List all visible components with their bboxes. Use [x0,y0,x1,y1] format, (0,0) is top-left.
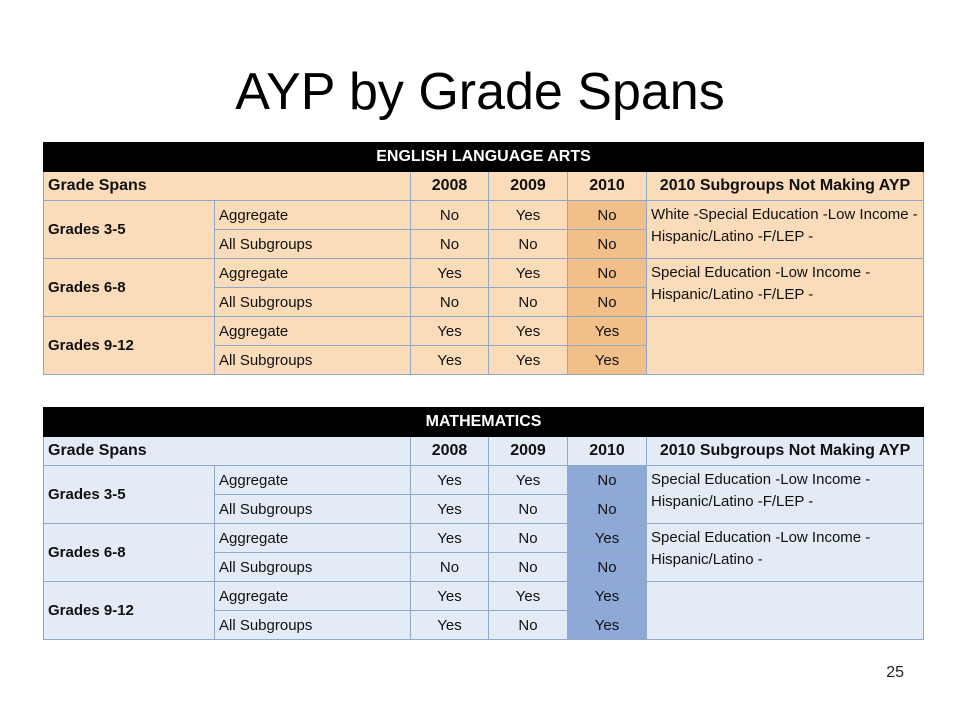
value-2009: No [489,611,568,640]
grade-span: Grades 3-5 [44,201,215,259]
value-2008: No [411,230,489,259]
value-2009: No [489,553,568,582]
subgroups-note: Special Education -Low Income - Hispanic/Latino - [647,524,924,582]
header-grade-spans: Grade Spans [44,437,411,466]
grade-span: Grades 6-8 [44,524,215,582]
value-2010: Yes [568,611,647,640]
table-row [44,317,924,346]
value-2008: Yes [411,317,489,346]
subgroups-note: White -Special Education -Low Income - Hispanic/Latino -F/LEP - [647,201,924,259]
math-table [43,407,924,640]
header-year: 2010 [568,172,647,201]
grade-span: Grades 6-8 [44,259,215,317]
value-2009: Yes [489,201,568,230]
value-2009: Yes [489,582,568,611]
value-2009: Yes [489,317,568,346]
value-2009: Yes [489,259,568,288]
grade-span: Grades 9-12 [44,317,215,375]
row-type: All Subgroups [215,346,411,375]
value-2010: No [568,230,647,259]
value-2010: Yes [568,524,647,553]
table-row [44,524,924,553]
value-2008: Yes [411,495,489,524]
ela-table [43,142,924,375]
row-type: All Subgroups [215,553,411,582]
subgroups-note [647,582,924,640]
table-row [44,201,924,230]
value-2010: No [568,553,647,582]
value-2010: No [568,495,647,524]
row-type: Aggregate [215,466,411,495]
value-2010: No [568,466,647,495]
row-type: All Subgroups [215,611,411,640]
subgroups-note [647,317,924,375]
header-grade-spans: Grade Spans [44,172,411,201]
header-year: 2010 [568,437,647,466]
value-2008: Yes [411,259,489,288]
header-year: 2009 [489,437,568,466]
header-subgroups: 2010 Subgroups Not Making AYP [647,172,924,201]
value-2009: No [489,524,568,553]
value-2008: No [411,201,489,230]
row-type: Aggregate [215,259,411,288]
value-2008: Yes [411,582,489,611]
value-2008: Yes [411,346,489,375]
header-year: 2008 [411,437,489,466]
value-2010: No [568,288,647,317]
value-2008: No [411,288,489,317]
table-row [44,582,924,611]
page-number: 25 [886,664,904,681]
header-subgroups: 2010 Subgroups Not Making AYP [647,437,924,466]
table-row [44,466,924,495]
subgroups-note: Special Education -Low Income - Hispanic/Latino -F/LEP - [647,466,924,524]
value-2009: Yes [489,346,568,375]
value-2010: Yes [568,317,647,346]
row-type: All Subgroups [215,288,411,317]
value-2010: No [568,201,647,230]
value-2010: Yes [568,582,647,611]
header-year: 2009 [489,172,568,201]
row-type: Aggregate [215,201,411,230]
grade-span: Grades 9-12 [44,582,215,640]
value-2008: Yes [411,611,489,640]
table-row [44,259,924,288]
value-2008: Yes [411,466,489,495]
value-2008: No [411,553,489,582]
value-2009: Yes [489,466,568,495]
row-type: Aggregate [215,582,411,611]
row-type: Aggregate [215,524,411,553]
header-year: 2008 [411,172,489,201]
value-2010: No [568,259,647,288]
value-2009: No [489,495,568,524]
value-2009: No [489,230,568,259]
value-2008: Yes [411,524,489,553]
slide-title: AYP by Grade Spans [235,63,725,121]
subgroups-note: Special Education -Low Income - Hispanic/Latino -F/LEP - [647,259,924,317]
table-banner: MATHEMATICS [44,408,924,437]
row-type: All Subgroups [215,495,411,524]
row-type: All Subgroups [215,230,411,259]
row-type: Aggregate [215,317,411,346]
grade-span: Grades 3-5 [44,466,215,524]
value-2009: No [489,288,568,317]
value-2010: Yes [568,346,647,375]
table-banner: ENGLISH LANGUAGE ARTS [44,143,924,172]
